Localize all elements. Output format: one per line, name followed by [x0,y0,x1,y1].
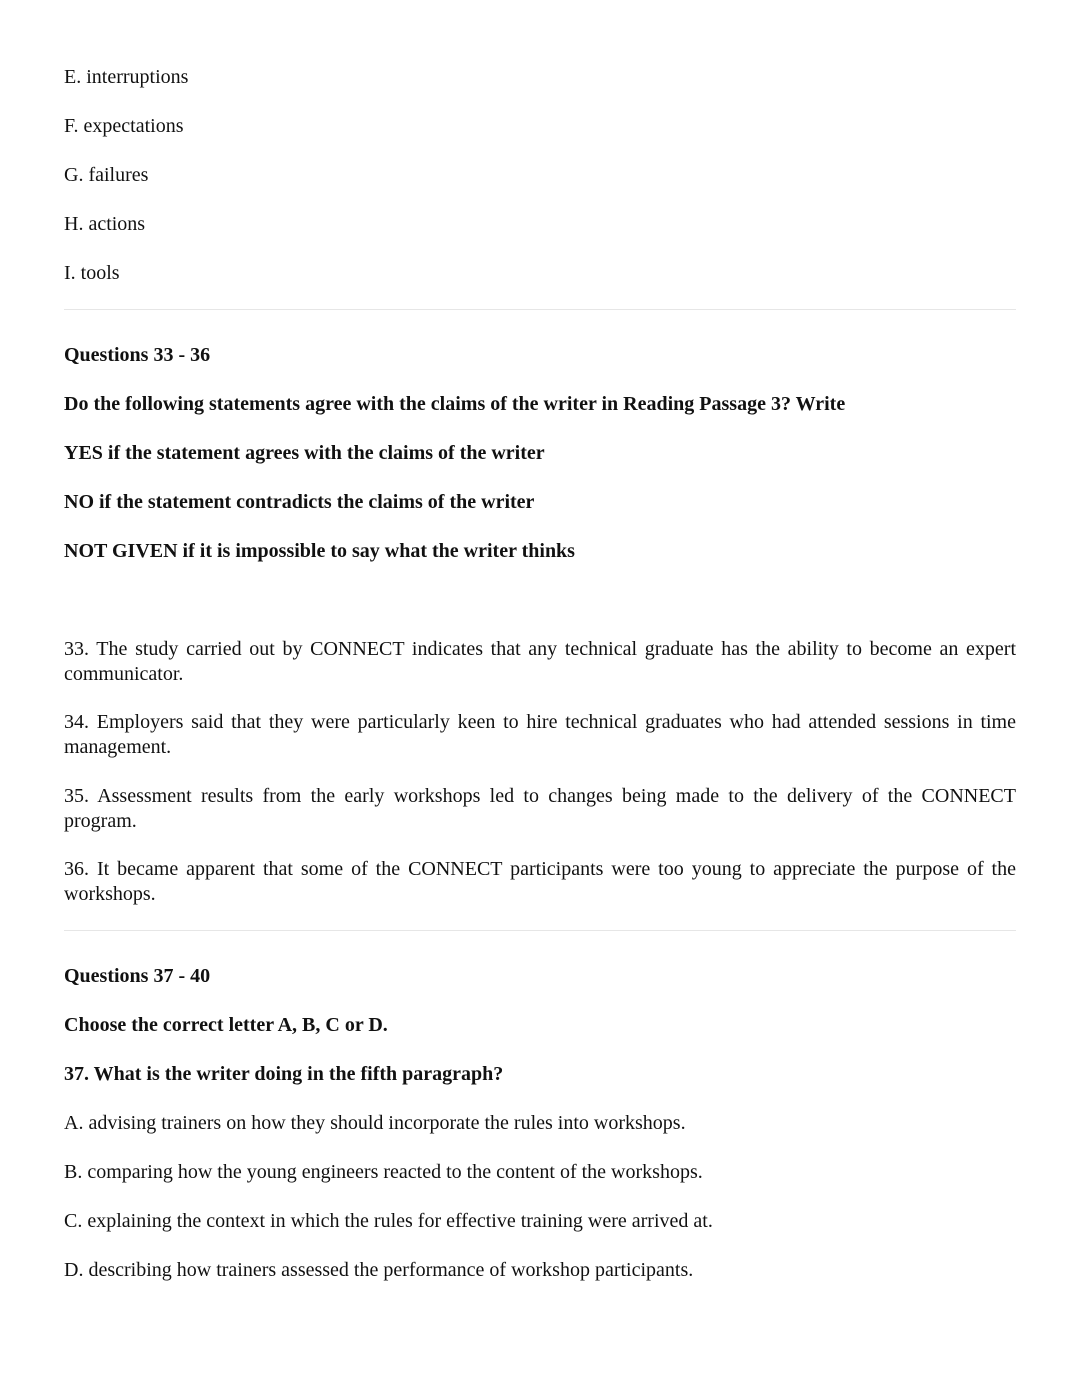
not-given-definition: NOT GIVEN if it is impossible to say what the writer thinks [64,540,575,562]
statement-36: 36. It became apparent that some of the CONNECT participants were too young to appreciate the purpose of the workshops. [64,858,1016,905]
yes-definition: YES if the statement agrees with the claims of the writer [64,442,545,464]
questions-37-40-heading: Questions 37 - 40 [64,965,211,987]
no-definition: NO if the statement contradicts the claims of the writer [64,491,535,513]
section-divider [64,309,1016,310]
option-h: H. actions [64,213,146,235]
answer-option-a: A. advising trainers on how they should incorporate the rules into workshops. [64,1112,686,1134]
section-divider [64,930,1016,931]
option-e: E. interruptions [64,66,189,88]
answer-option-c: C. explaining the context in which the rules for effective training were arrived at. [64,1210,713,1232]
question-37: 37. What is the writer doing in the fifth paragraph? [64,1063,504,1085]
questions-33-36-instruction: Do the following statements agree with the claims of the writer in Reading Passage 3? Write [64,393,846,415]
statement-34: 34. Employers said that they were particularly keen to hire technical graduates who had attended sessions in time management. [64,711,1016,758]
statement-35: 35. Assessment results from the early workshops led to changes being made to the delivery of the CONNECT program. [64,785,1016,832]
option-g: G. failures [64,164,149,186]
questions-33-36-heading: Questions 33 - 36 [64,344,211,366]
answer-option-b: B. comparing how the young engineers reacted to the content of the workshops. [64,1161,703,1183]
questions-37-40-instruction: Choose the correct letter A, B, C or D. [64,1014,388,1036]
statement-33: 33. The study carried out by CONNECT indicates that any technical graduate has the ability to become an expert communicator. [64,638,1016,685]
option-f: F. expectations [64,115,184,137]
answer-option-d: D. describing how trainers assessed the performance of workshop participants. [64,1259,694,1281]
option-i: I. tools [64,262,120,284]
